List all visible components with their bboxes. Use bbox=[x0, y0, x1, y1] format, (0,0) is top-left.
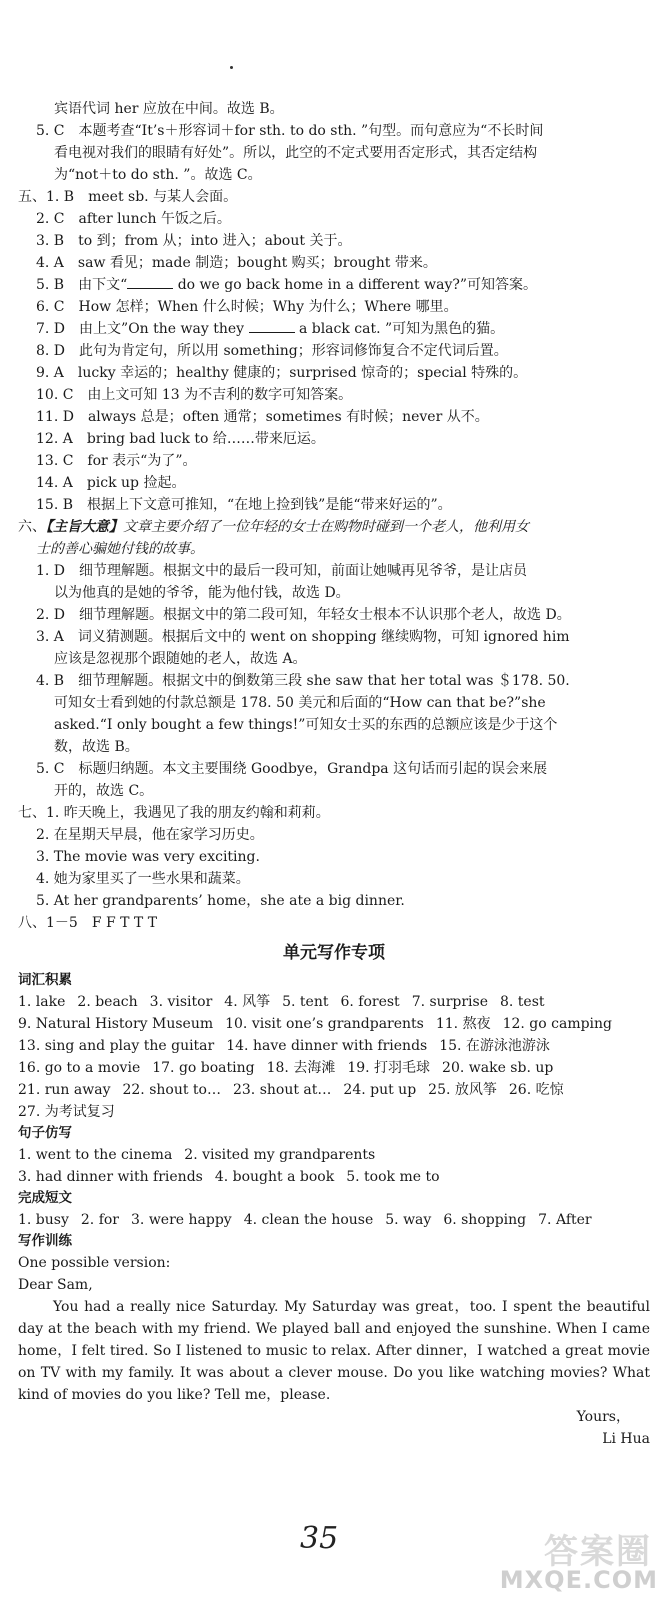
vocab-list bbox=[18, 991, 650, 1123]
answer-line: 5. At her grandparents’ home，she ate a big dinner. bbox=[36, 893, 405, 909]
answers-6-to-8 bbox=[18, 560, 650, 934]
item-row bbox=[18, 1166, 650, 1188]
blank-line bbox=[249, 318, 295, 333]
watermark bbox=[494, 1524, 662, 1594]
answer-line: 10. C 由上文可知 13 为不吉利的数字可知答案。 bbox=[36, 387, 353, 403]
item: 4. clean the house bbox=[243, 1212, 374, 1228]
item: 19. 打羽毛球 bbox=[347, 1060, 431, 1076]
item: 3. visitor bbox=[149, 994, 213, 1010]
imitate-title: 句子仿写 bbox=[18, 1125, 72, 1141]
item: 27. 为考试复习 bbox=[18, 1104, 115, 1120]
answer-line: 数，故选 B。 bbox=[54, 739, 139, 755]
item-row bbox=[18, 1035, 650, 1057]
answer-5-7: 7. D 由上文”On the way they a black cat. ”可知为黑色的猫。 bbox=[18, 318, 650, 340]
answer-5-6: 6. C How 怎样；When 什么时候；Why 为什么；Where 哪里。 bbox=[36, 299, 458, 315]
imitate-list bbox=[18, 1144, 650, 1188]
answer-line: 3. The movie was very exciting. bbox=[36, 849, 260, 865]
page-number: 35 bbox=[300, 1521, 339, 1556]
answer-line: 3. A 词义猜测题。根据后文中的 went on shopping 继续购物，可知 ignored him bbox=[36, 629, 570, 645]
item-row bbox=[18, 991, 650, 1013]
item: 12. go camping bbox=[502, 1016, 613, 1032]
item-row bbox=[18, 1209, 650, 1231]
section-6-head: 六、【主旨大意】文章主要介绍了一位年轻的女士在购物时碰到一个老人，他利用女 bbox=[18, 519, 529, 535]
letter-body: You had a really nice Saturday. My Saturday was great，too. I spent the beautiful day at the beach with my friend. We played ball and enjoyed the sunshine. When I came home，I felt tired. So I listened to music to relax. After dinner，I watched a great movie on TV with my family. It was about a clever mouse. Do you like watching movies? What kind of movies do you like? Tell me，please. bbox=[18, 1299, 650, 1403]
item: 2. beach bbox=[77, 994, 138, 1010]
answer-line: 以为他真的是她的爷爷，能为他付钱，故选 D。 bbox=[54, 585, 350, 601]
answer-line: 宾语代词 her 应放在中间。故选 B。 bbox=[54, 101, 284, 117]
answer-line: 11. D always 总是；often 通常；sometimes 有时候；never 从不。 bbox=[36, 409, 489, 425]
item: 1. lake bbox=[18, 994, 66, 1010]
item-row bbox=[18, 1101, 650, 1123]
item: 4. bought a book bbox=[214, 1169, 335, 1185]
answer-line: 为“not＋to do sth. ”。故选 C。 bbox=[54, 167, 262, 183]
answer-line: 五、1. B meet sb. 与某人会面。 bbox=[18, 189, 238, 205]
letter-closing: Yours， bbox=[576, 1409, 630, 1425]
answer-line: 3. B to 到；from 从；into 进入；about 关于。 bbox=[36, 233, 352, 249]
answer-line: 看电视对我们的眼睛有好处”。所以，此空的不定式要用否定形式，其否定结构 bbox=[54, 145, 538, 161]
item: 26. 吃惊 bbox=[508, 1082, 564, 1098]
answer-line: 可知女士看到她的付款总额是 178. 50 美元和后面的“How can that be?”she bbox=[54, 695, 546, 711]
item: 16. go to a movie bbox=[18, 1060, 141, 1076]
complete-title: 完成短文 bbox=[18, 1190, 72, 1206]
watermark-url: MXQE.COM bbox=[499, 1566, 658, 1594]
letter-greeting: Dear Sam, bbox=[18, 1277, 93, 1293]
letter-signature: Li Hua bbox=[602, 1431, 650, 1447]
item: 13. sing and play the guitar bbox=[18, 1038, 215, 1054]
answer-page bbox=[18, 98, 650, 1450]
watermark-logo: 答案圈 bbox=[544, 1532, 652, 1572]
item: 11. 熬夜 bbox=[435, 1016, 491, 1032]
item: 3. had dinner with friends bbox=[18, 1169, 203, 1185]
item: 15. 在游泳池游泳 bbox=[439, 1038, 550, 1054]
item: 25. 放风筝 bbox=[428, 1082, 497, 1098]
item: 10. visit one’s grandparents bbox=[225, 1016, 424, 1032]
ink-speck bbox=[230, 66, 233, 69]
vocab-title: 词汇积累 bbox=[18, 972, 72, 988]
answer-line: 8. D 此句为肯定句，所以用 something；形容词修饰复合不定代词后置。 bbox=[36, 343, 508, 359]
complete-list bbox=[18, 1209, 650, 1231]
item: 21. run away bbox=[18, 1082, 111, 1098]
item: 18. 去海滩 bbox=[266, 1060, 336, 1076]
answer-line: 应该是忽视那个跟随她的老人，故选 A。 bbox=[54, 651, 307, 667]
item: 22. shout to… bbox=[122, 1082, 221, 1098]
item: 5. way bbox=[385, 1212, 432, 1228]
item-row bbox=[18, 1079, 650, 1101]
writing-intro: One possible version: bbox=[18, 1255, 171, 1271]
item: 4. 风筝 bbox=[224, 994, 271, 1010]
answer-line: 15. B 根据上下文意可推知，“在地上捡到钱”是能“带来好运的”。 bbox=[36, 497, 452, 513]
item: 3. were happy bbox=[131, 1212, 232, 1228]
answer-line: 4. B 细节理解题。根据文中的倒数第三段 she saw that her total was ＄178. 50. bbox=[36, 673, 570, 689]
answer-line: 2. D 细节理解题。根据文中的第二段可知，年轻女士根本不认识那个老人，故选 D。 bbox=[36, 607, 571, 623]
answer-line: 9. A lucky 幸运的；healthy 健康的；surprised 惊奇的；special 特殊的。 bbox=[36, 365, 528, 381]
answers-5-8-to-15 bbox=[18, 340, 650, 516]
answer-5-5: 5. B 由下文“ do we go back home in a different way?”可知答案。 bbox=[18, 274, 650, 296]
answer-line: 13. C for 表示“为了”。 bbox=[36, 453, 197, 469]
item: 5. took me to bbox=[346, 1169, 440, 1185]
item: 14. have dinner with friends bbox=[226, 1038, 428, 1054]
item: 9. Natural History Museum bbox=[18, 1016, 214, 1032]
item: 23. shout at… bbox=[232, 1082, 332, 1098]
item: 5. tent bbox=[282, 994, 329, 1010]
answer-line: 开的，故选 C。 bbox=[54, 783, 154, 799]
blank-line bbox=[127, 274, 173, 289]
answer-line: 八、1－5 F F T T T bbox=[18, 915, 158, 931]
answer-line: 2. C after lunch 午饭之后。 bbox=[36, 211, 231, 227]
item: 24. put up bbox=[343, 1082, 417, 1098]
item: 1. went to the cinema bbox=[18, 1147, 173, 1163]
item: 2. for bbox=[80, 1212, 120, 1228]
writing-title: 写作训练 bbox=[18, 1233, 72, 1249]
answer-line: 5. C 本题考查“It’s＋形容词＋for sth. to do sth. ”句型。而句意应为“不长时间 bbox=[36, 123, 544, 139]
answers-part-4-5 bbox=[18, 98, 650, 274]
answer-line: 4. 她为家里买了一些水果和蔬菜。 bbox=[36, 871, 250, 887]
answer-line: 12. A bring bad luck to 给……带来厄运。 bbox=[36, 431, 325, 447]
item: 6. forest bbox=[340, 994, 400, 1010]
item: 8. test bbox=[500, 994, 545, 1010]
item: 2. visited my grandparents bbox=[184, 1147, 376, 1163]
answer-line: asked.“I only bought a few things!”可知女士买的东西的总额应该是少于这个 bbox=[54, 717, 558, 733]
item-row bbox=[18, 1144, 650, 1166]
answer-line: 七、1. 昨天晚上，我遇见了我的朋友约翰和莉莉。 bbox=[18, 805, 330, 821]
item: 7. After bbox=[538, 1212, 592, 1228]
answer-line: 1. D 细节理解题。根据文中的最后一段可知，前面让她喊再见爷爷，是让店员 bbox=[36, 563, 528, 579]
item: 20. wake sb. up bbox=[442, 1060, 554, 1076]
section-title: 单元写作专项 bbox=[283, 943, 385, 963]
item: 17. go boating bbox=[152, 1060, 255, 1076]
item-row bbox=[18, 1057, 650, 1079]
item: 1. busy bbox=[18, 1212, 69, 1228]
answer-line: 2. 在星期天早晨，他在家学习历史。 bbox=[36, 827, 264, 843]
item: 6. shopping bbox=[443, 1212, 527, 1228]
answer-line: 5. C 标题归纳题。本文主要围绕 Goodbye，Grandpa 这句话而引起的误会来展 bbox=[36, 761, 548, 777]
answer-line: 14. A pick up 捡起。 bbox=[36, 475, 186, 491]
answer-line: 4. A saw 看见；made 制造；bought 购买；brought 带来。 bbox=[36, 255, 437, 271]
item-row bbox=[18, 1013, 650, 1035]
section-6-summary: 士的善心骗她付钱的故事。 bbox=[36, 541, 204, 557]
item: 7. surprise bbox=[411, 994, 488, 1010]
